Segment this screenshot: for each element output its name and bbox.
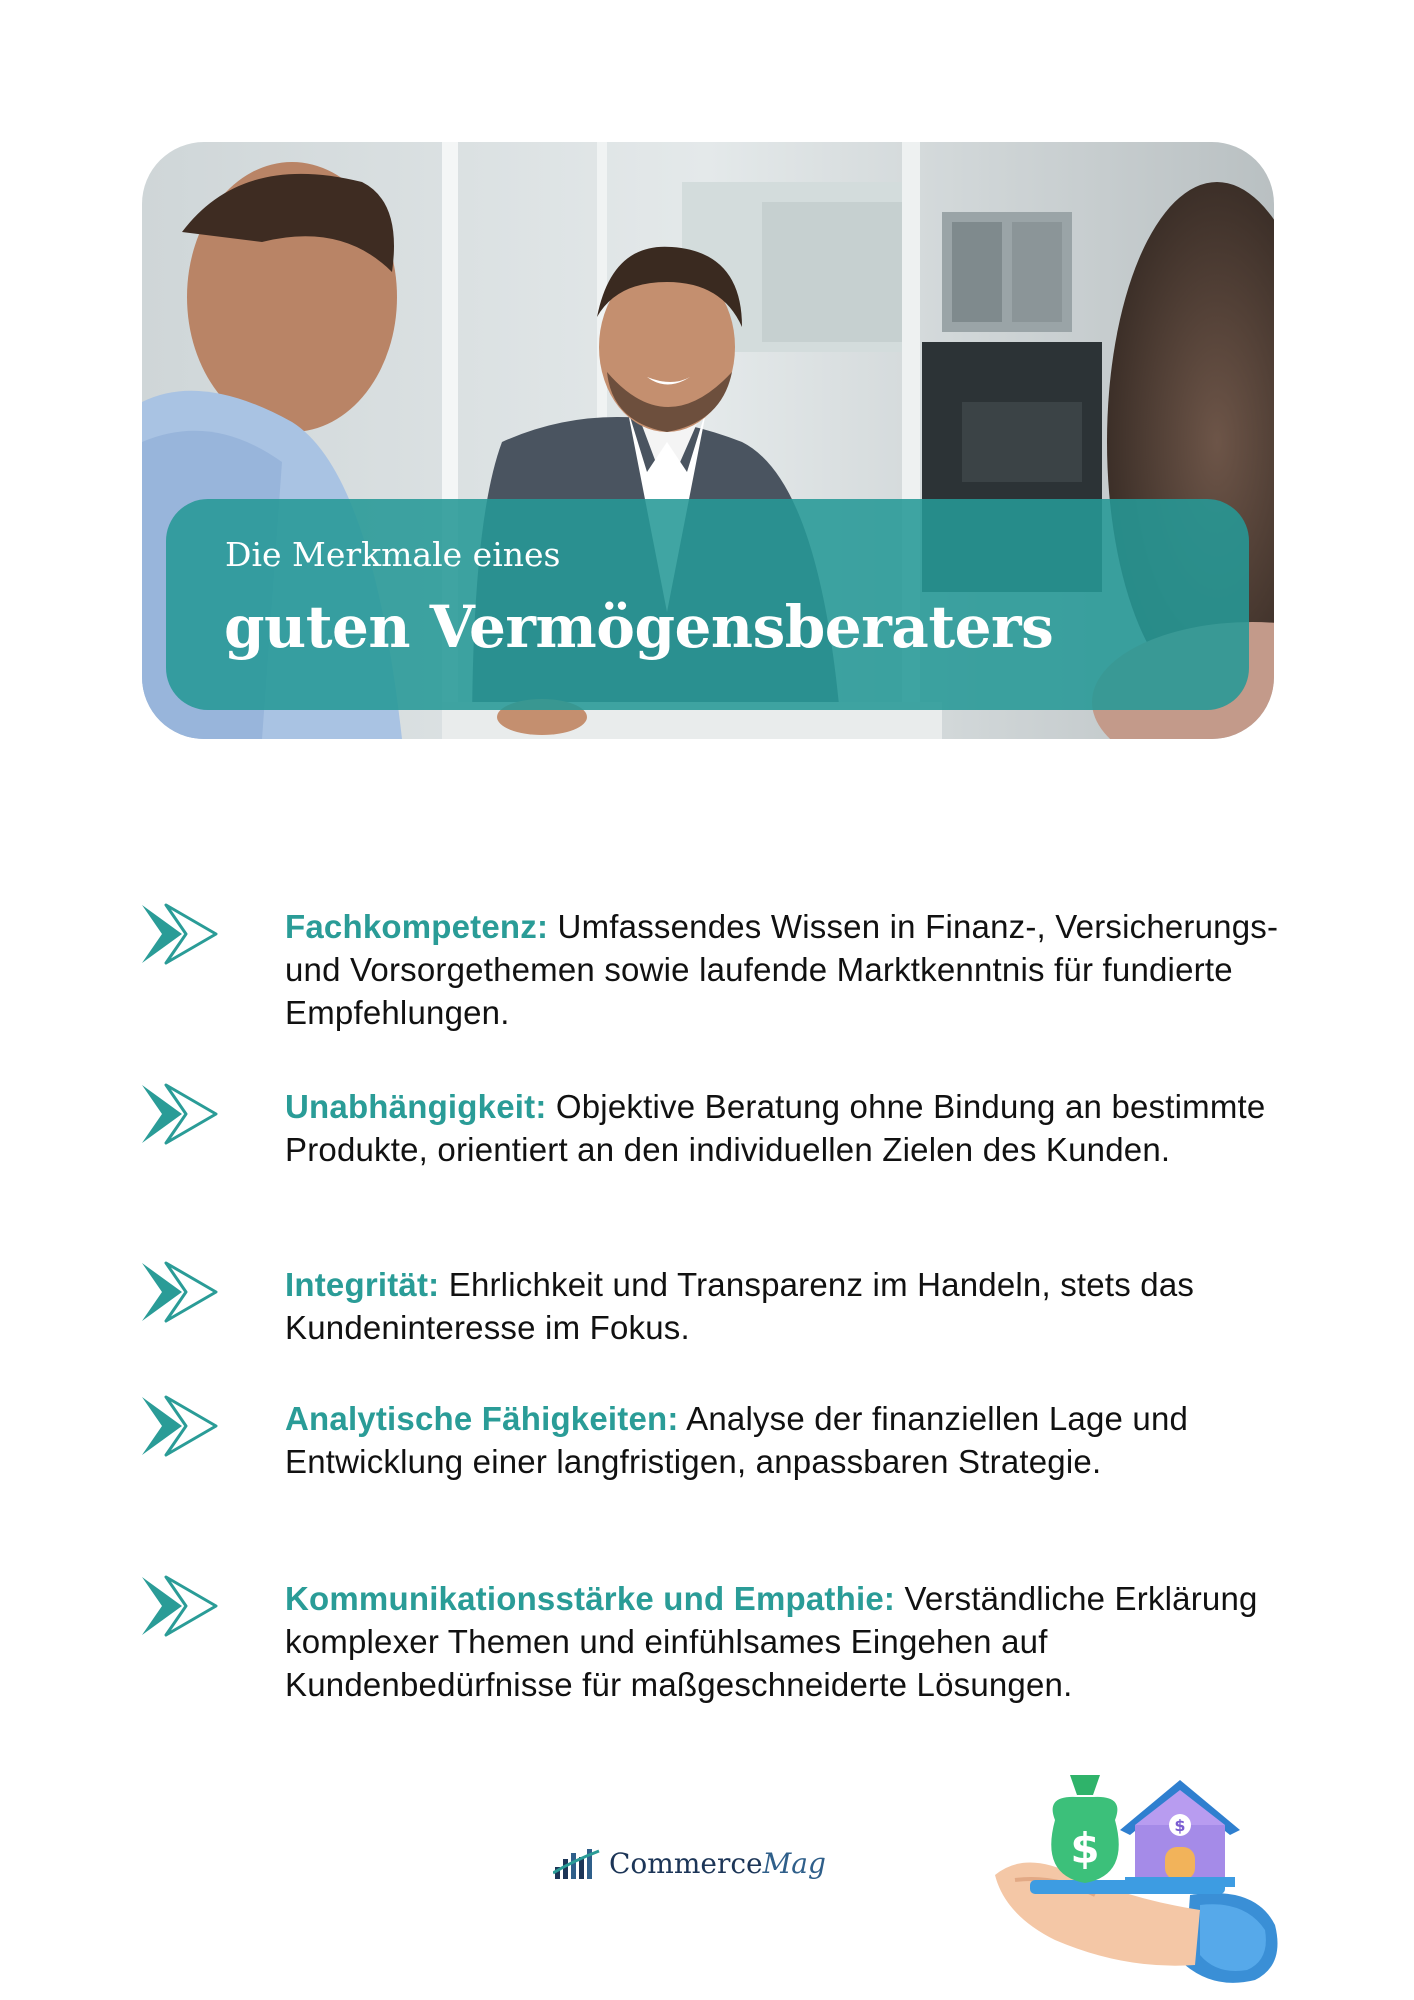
- double-chevron-arrow-icon: [140, 1083, 220, 1145]
- feature-description: Objektive Beratung ohne Bindung an bestimmte Produkte, orientiert an den individuellen Zielen des Kunden.: [285, 1088, 1266, 1168]
- feature-description: Ehrlichkeit und Transparenz im Handeln, stets das Kundeninteresse im Fokus.: [285, 1266, 1195, 1346]
- double-chevron-arrow-icon: [140, 1395, 220, 1457]
- feature-text: [285, 1577, 1285, 1706]
- double-chevron-arrow-icon: [140, 903, 220, 965]
- double-chevron-arrow-icon: [140, 1261, 220, 1323]
- feature-description: Verständliche Erklärung komplexer Themen und einfühlsames Eingehen auf Kundenbedürfnisse für maßgeschneiderte Lösungen.: [285, 1580, 1258, 1703]
- feature-description: Analyse der finanziellen Lage und Entwicklung einer langfristigen, anpassbaren Strategie.: [285, 1400, 1189, 1480]
- logo-wordmark: [609, 1847, 826, 1880]
- title-banner: [166, 499, 1249, 710]
- double-chevron-arrow-icon: [140, 1575, 220, 1637]
- feature-term: Analytische Fähigkeiten:: [285, 1400, 679, 1437]
- bar-chart-logo-icon: [553, 1845, 601, 1881]
- title-subheading: Die Merkmale eines: [225, 535, 561, 574]
- feature-text: [285, 1397, 1285, 1483]
- feature-term: Integrität:: [285, 1266, 440, 1303]
- feature-term: Kommunikationsstärke und Empathie:: [285, 1580, 896, 1617]
- feature-text: [285, 905, 1285, 1034]
- feature-term: Unabhängigkeit:: [285, 1088, 547, 1125]
- hand-holding-money-and-house-icon: [985, 1765, 1285, 1990]
- feature-term: Fachkompetenz:: [285, 908, 549, 945]
- feature-text: [285, 1085, 1285, 1171]
- feature-text: [285, 1263, 1285, 1349]
- logo-name-accent: Mag: [762, 1846, 826, 1880]
- page-title: guten Vermögensberaters: [224, 593, 1054, 661]
- bag-dollar-symbol: $: [1070, 1824, 1100, 1873]
- logo-name-main: Commerce: [609, 1846, 763, 1880]
- commercemag-logo[interactable]: [553, 1843, 826, 1883]
- feature-description: Umfassendes Wissen in Finanz-, Versicherungs- und Vorsorgethemen sowie laufende Marktkenntnis für fundierte Empfehlungen.: [285, 908, 1279, 1031]
- house-dollar-symbol: $: [1174, 1816, 1186, 1835]
